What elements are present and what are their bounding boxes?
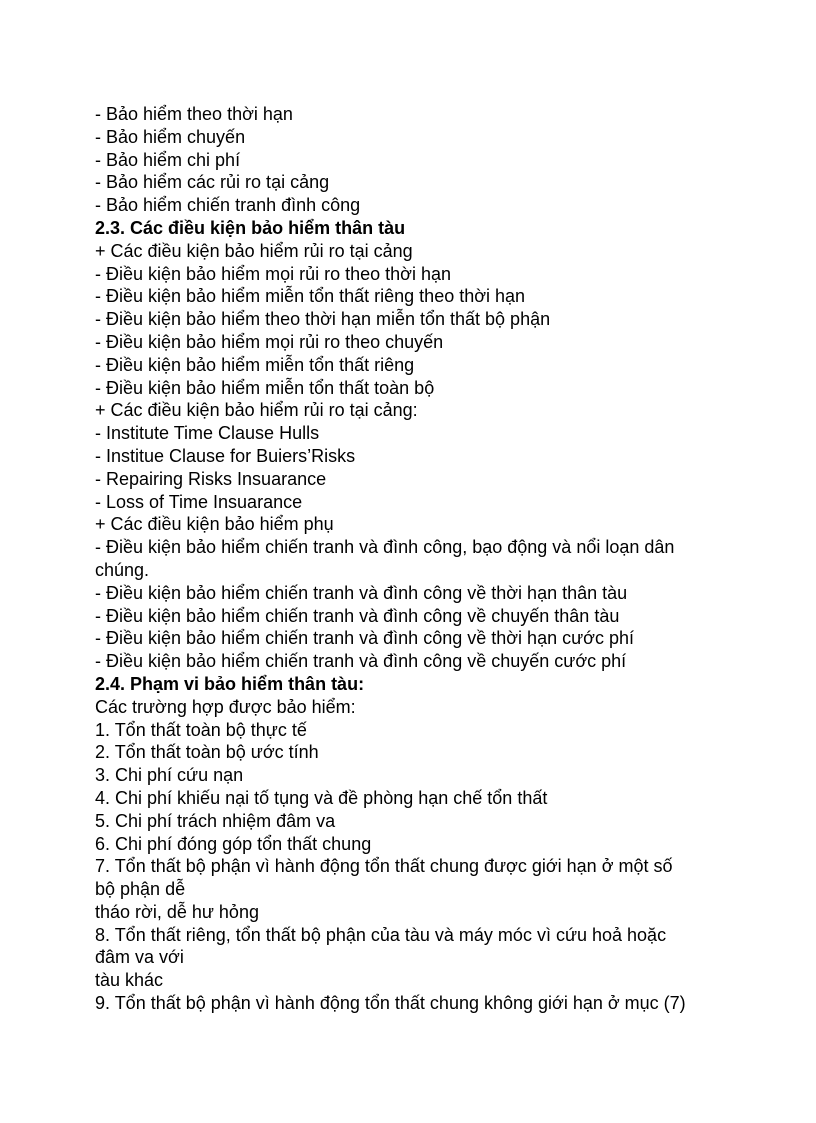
text-line: - Institue Clause for Buiers’Risks (95, 445, 356, 466)
text-line: 7. Tổn thất bộ phận vì hành động tổn thất chung được giới hạn ở một số (95, 856, 673, 877)
text-line: - Institute Time Clause Hulls (95, 423, 320, 444)
text-line: - Bảo hiểm các rủi ro tại cảng (95, 172, 330, 193)
section-heading-2-3: 2.3. Các điều kiện bảo hiểm thân tàu (95, 217, 406, 238)
coverage-scope-list (95, 696, 735, 1015)
text-line: - Điều kiện bảo hiểm chiến tranh và đình công về chuyến thân tàu (95, 605, 620, 626)
text-line: - Điều kiện bảo hiểm miễn tổn thất riêng (95, 354, 415, 375)
text-line: 5. Chi phí trách nhiệm đâm va (95, 810, 336, 831)
text-line: + Các điều kiện bảo hiểm rủi ro tại cảng: (95, 400, 418, 421)
text-line: - Bảo hiểm chuyến (95, 126, 246, 147)
hull-conditions-list (95, 240, 735, 673)
text-line: + Các điều kiện bảo hiểm rủi ro tại cảng (95, 240, 413, 261)
text-line: - Loss of Time Insuarance (95, 491, 303, 512)
text-line: 6. Chi phí đóng góp tổn thất chung (95, 833, 372, 854)
text-line: - Điều kiện bảo hiểm chiến tranh và đình công về thời hạn thân tàu (95, 582, 628, 603)
text-line: - Điều kiện bảo hiểm chiến tranh và đình công về thời hạn cước phí (95, 628, 634, 649)
text-line: + Các điều kiện bảo hiểm phụ (95, 514, 334, 535)
text-line: 2. Tổn thất toàn bộ ước tính (95, 742, 319, 763)
text-line: - Repairing Risks Insuarance (95, 468, 327, 489)
section-heading-2-4: 2.4. Phạm vi bảo hiểm thân tàu: (95, 673, 365, 694)
text-line: - Điều kiện bảo hiểm chiến tranh và đình công về chuyến cước phí (95, 651, 627, 672)
text-line: 4. Chi phí khiếu nại tố tụng và đề phòng hạn chế tổn thất (95, 787, 548, 808)
text-line: bộ phận dễ (95, 879, 186, 900)
text-line: - Điều kiện bảo hiểm miễn tổn thất toàn bộ (95, 377, 435, 398)
text-line: - Bảo hiểm chi phí (95, 149, 241, 170)
text-line: - Điều kiện bảo hiểm chiến tranh và đình công, bạo động và nổi loạn dân (95, 537, 675, 558)
text-line: tàu khác (95, 970, 164, 991)
text-line: Các trường hợp được bảo hiểm: (95, 696, 356, 717)
text-line: - Bảo hiểm chiến tranh đình công (95, 195, 361, 216)
text-line: 1. Tổn thất toàn bộ thực tế (95, 719, 307, 740)
text-line: - Điều kiện bảo hiểm mọi rủi ro theo thời hạn (95, 263, 451, 284)
text-line: 3. Chi phí cứu nạn (95, 765, 244, 786)
text-line: - Điều kiện bảo hiểm miễn tổn thất riêng theo thời hạn (95, 286, 526, 307)
text-line: chúng. (95, 559, 150, 580)
text-line: - Bảo hiểm theo thời hạn (95, 104, 293, 124)
document-body (95, 103, 735, 1015)
text-line: 9. Tổn thất bộ phận vì hành động tổn thất chung không giới hạn ở mục (7) (95, 993, 686, 1014)
text-line: 8. Tổn thất riêng, tổn thất bộ phận của tàu và máy móc vì cứu hoả hoặc (95, 924, 667, 945)
text-line: - Điều kiện bảo hiểm mọi rủi ro theo chuyến (95, 331, 444, 352)
text-line: tháo rời, dễ hư hỏng (95, 901, 259, 922)
insurance-types-list (95, 103, 735, 217)
text-line: đâm va với (95, 947, 184, 968)
text-line: - Điều kiện bảo hiểm theo thời hạn miễn tổn thất bộ phận (95, 309, 551, 330)
